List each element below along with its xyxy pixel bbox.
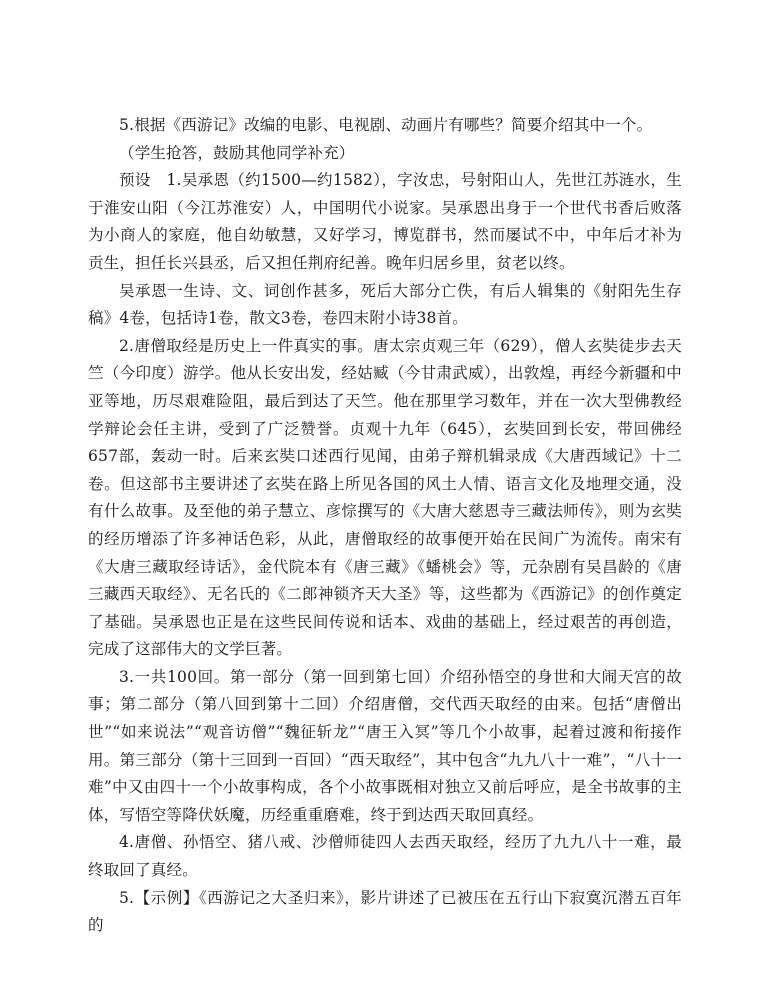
answer-2-history: 2.唐僧取经是历史上一件真实的事。唐太宗贞观三年（629），僧人玄奘徒步去天竺（今印度）游学。他从长安出发，经姑臧（今甘肃武威），出敦煌，再经今新疆和中亚等地，历尽艰难险阻，最后到达了天竺。他在那里学习数年，并在一次大型佛教经学辩论会任主讲，受到了广泛赞誉。贞观十九年（645），玄奘回到长安，带回佛经657部，轰动一时。后来玄奘口述西行见闻，由弟子辩机辑录成《大唐西域记》十二卷。但这部书主要讲述了玄奘在路上所见各国的风土人情、语言文化及地理交通，没有什么故事。及至他的弟子慧立、彦悰撰写的《大唐大慈恩寺三藏法师传》，则为玄奘的经历增添了许多神话色彩，从此，唐僧取经的故事便开始在民间广为流传。南宋有《大唐三藏取经诗话》，金代院本有《唐三藏》《蟠桃会》等，元杂剧有吴昌龄的《唐三藏西天取经》、无名氏的《二郎神锁齐天大圣》等，这些都为《西游记》的创作奠定了基础。吴承恩也正是在这些民间传说和话本、戏曲的基础上，经过艰苦的再创造，完成了这部伟大的文学巨著。 xyxy=(88,336,682,659)
question-5: 5.根据《西游记》改编的电影、电视剧、动画片有哪些？简要介绍其中一个。 xyxy=(119,116,653,134)
answer-3-structure: 3.一共100回。第一部分（第一回到第七回）介绍孙悟空的身世和大闹天宫的故事；第二部分（第八回到第十二回）介绍唐僧，交代西天取经的由来。包括“唐僧出世”“如来说法”“观音访僧”“魏征斩龙”“唐王入冥”等几个小故事，起着过渡和衔接作用。第三部分（第十三回到一百回）“西天取经”，其中包含“九九八十一难”，“八十一难”中又由四十一个小故事构成，各个小故事既相对独立又前后呼应，是全书故事的主体，写悟空等降伏妖魔，历经重重磨难，终于到达西天取回真经。 xyxy=(88,667,682,824)
document-page xyxy=(88,112,682,940)
instruction-note: （学生抢答，鼓励其他同学补充） xyxy=(119,143,355,162)
answer-1-biography: 预设 1.吴承恩（约1500—约1582），字汝忠，号射阳山人，先世江苏涟水，生于淮安山阳（今江苏淮安）人，中国明代小说家。吴承恩出身于一个世代书香后败落为小商人的家庭，他自幼敏慧，又好学习，博览群书，然而屡试不中，中年后才补为贡生，担任长兴县丞，后又担任荆府纪善。晚年归居乡里，贫老以终。 xyxy=(88,171,682,272)
answer-5-example: 5.【示例】《西游记之大圣归来》，影片讲述了已被压在五行山下寂寞沉潜五百年的 xyxy=(88,888,682,935)
answer-1-works: 吴承恩一生诗、文、词创作甚多，死后大部分亡佚，有后人辑集的《射阳先生存稿》4卷，包括诗1卷，散文3卷，卷四末附小诗38首。 xyxy=(88,281,682,328)
answer-4-summary: 4.唐僧、孙悟空、猪八戒、沙僧师徒四人去西天取经，经历了九九八十一难，最终取回了真经。 xyxy=(88,833,682,880)
